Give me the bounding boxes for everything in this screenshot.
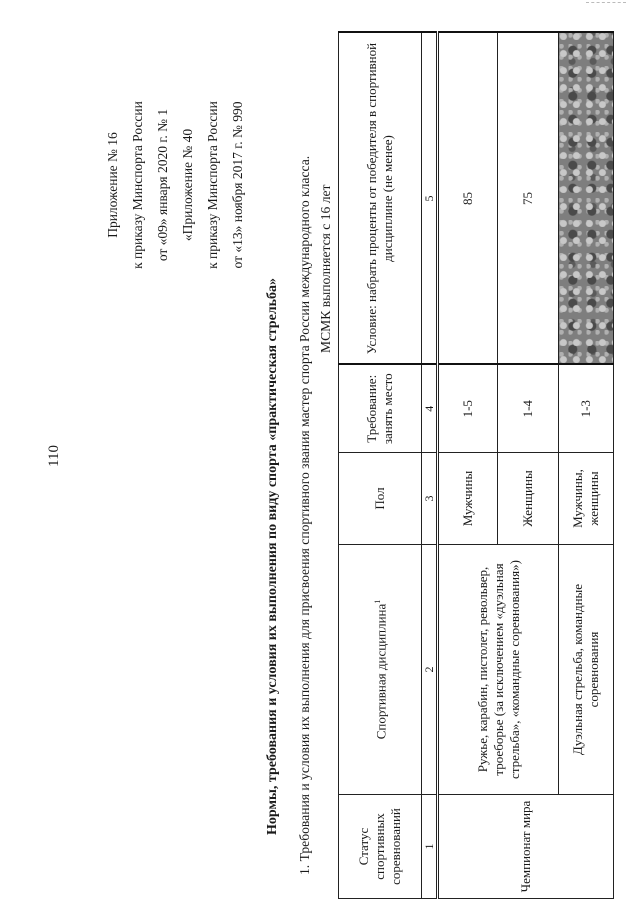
- percent-cell-redacted: [559, 33, 614, 365]
- header-discipline-text: Спортивная дисциплина: [373, 603, 389, 740]
- header-status: Статус спортивных соревнований: [339, 795, 422, 899]
- percent-cell: 85: [438, 33, 498, 365]
- header-sex: Пол: [339, 453, 422, 545]
- header-discipline: [339, 545, 422, 795]
- place-cell: 1-4: [498, 365, 559, 453]
- column-number-row: [422, 33, 438, 899]
- table-row: [438, 33, 498, 899]
- header-place: Требование: занять место: [339, 365, 422, 453]
- norms-table: [338, 32, 614, 900]
- column-number: 5: [422, 33, 438, 365]
- discipline-cell: Дуэльная стрельба, командные соревнования: [559, 545, 614, 795]
- sex-cell: Мужчины: [438, 453, 498, 545]
- age-note: МСМК выполняется с 16 лет: [318, 184, 333, 353]
- percent-cell: 75: [498, 33, 559, 365]
- appendix-line: к приказу Минспорта России: [205, 101, 220, 269]
- column-number: 4: [422, 365, 438, 453]
- footnote-marker: 1: [373, 599, 383, 604]
- appendix-line: к приказу Минспорта России: [130, 101, 145, 269]
- status-cell: Чемпионат мира: [438, 795, 614, 899]
- sex-cell: Женщины: [498, 453, 559, 545]
- discipline-cell: Ружье, карабин, пистолет, револьвер, троеборье (за исключением «дуэльная стрельба», «командные соревнования»): [438, 545, 559, 795]
- page-number: 110: [46, 445, 62, 467]
- appendix-line: от «13» ноября 2017 г. № 990: [230, 101, 245, 269]
- header-percent: Условие: набрать проценты от победителя в спортивной дисциплине (не менее): [339, 33, 422, 365]
- appendix-line: Приложение № 16: [105, 132, 120, 238]
- appendix-line: от «09» января 2020 г. № 1: [155, 108, 170, 262]
- place-cell: 1-3: [559, 365, 614, 453]
- sex-cell: Мужчины, женщины: [559, 453, 614, 545]
- column-number: 3: [422, 453, 438, 545]
- document-title: Нормы, требования и условия их выполнения по виду спорта «практическая стрельба»: [265, 277, 280, 835]
- appendix-block: [100, 50, 250, 320]
- place-cell: 1-5: [438, 365, 498, 453]
- table-row: [559, 33, 614, 899]
- section-heading: 1. Требования и условия их выполнения для присвоения спортивного звания мастер спорта России международного класса.: [297, 155, 312, 875]
- column-number: 2: [422, 545, 438, 795]
- column-number: 1: [422, 795, 438, 899]
- appendix-line: «Приложение № 40: [180, 128, 195, 242]
